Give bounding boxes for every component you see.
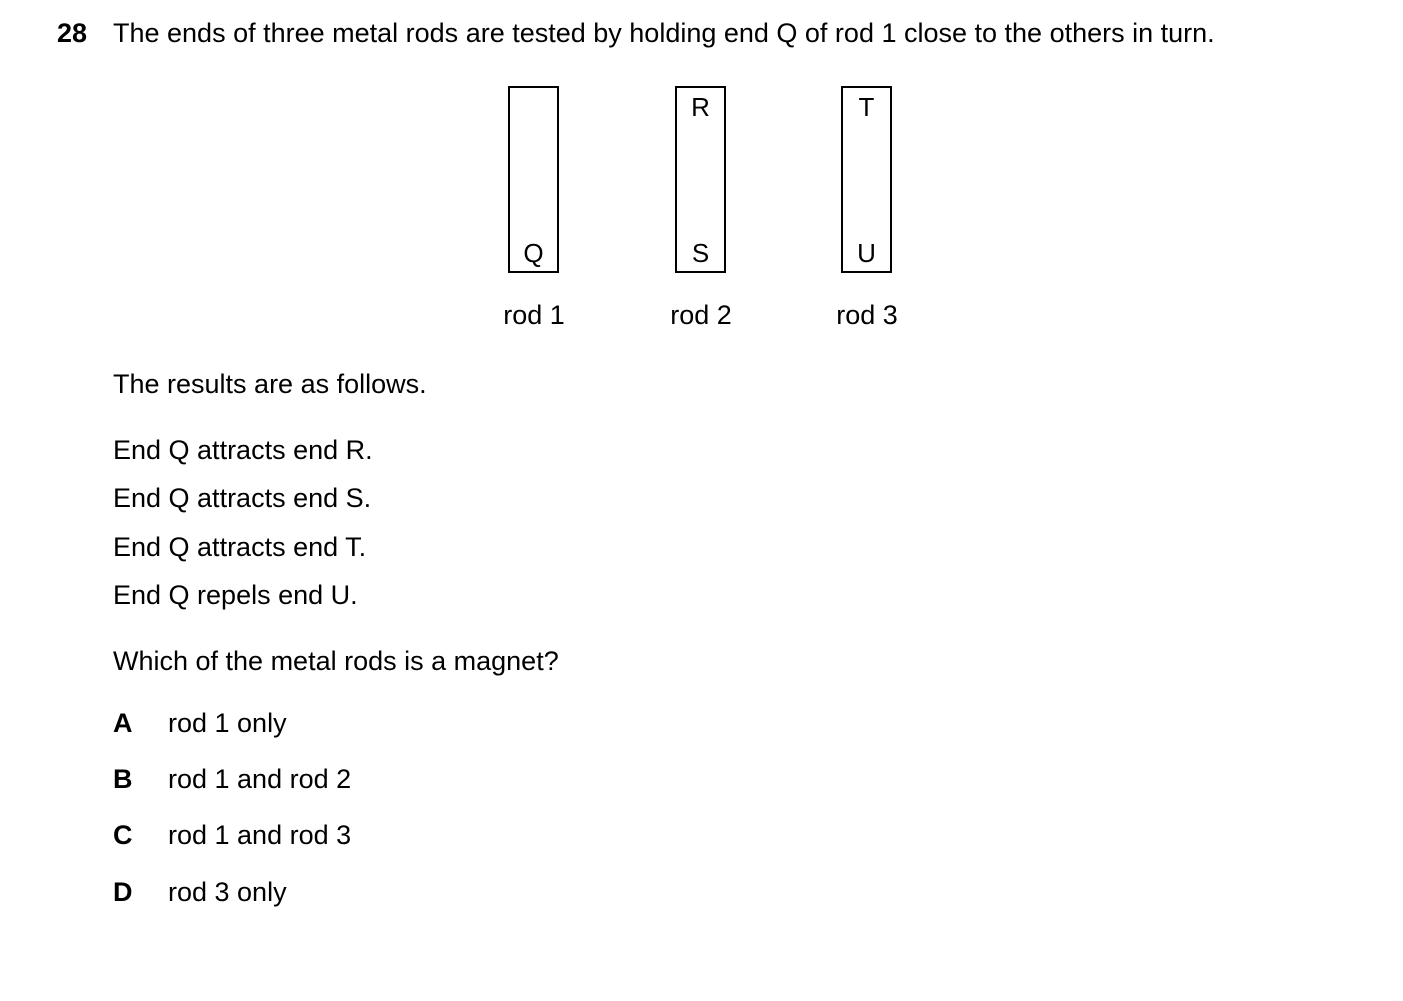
results-intro: The results are as follows. [113,369,427,399]
option-d-text[interactable]: rod 3 only [168,877,287,907]
rod-3-caption: rod 3 [836,300,898,330]
option-c-text[interactable]: rod 1 and rod 3 [168,820,352,850]
question-prompt: Which of the metal rods is a magnet? [113,646,559,676]
option-a-text[interactable]: rod 1 only [168,708,287,738]
rod-2-end-s-label: S [691,238,710,268]
result-line: End Q repels end U. [113,580,358,610]
rod-1 [508,86,559,273]
option-c-letter[interactable]: C [113,820,133,850]
rod-2-end-r-label: R [691,92,710,122]
result-line: End Q attracts end S. [113,483,372,513]
rod-3 [841,86,892,273]
rod-1-caption: rod 1 [503,300,565,330]
question-number: 28 [57,18,88,48]
rod-3-end-t-label: T [858,92,875,122]
option-a-letter[interactable]: A [113,708,133,738]
rod-2-caption: rod 2 [670,300,732,330]
option-b-text[interactable]: rod 1 and rod 2 [168,764,352,794]
result-line: End Q attracts end R. [113,435,373,465]
result-line: End Q attracts end T. [113,532,367,562]
option-b-letter[interactable]: B [113,764,133,794]
rod-3-end-u-label: U [857,238,876,268]
question-stem: The ends of three metal rods are tested by holding end Q of rod 1 close to the others in turn. [113,18,1215,48]
rod-1-end-q-label: Q [523,238,544,268]
option-d-letter[interactable]: D [113,877,133,907]
rod-2 [675,86,726,273]
